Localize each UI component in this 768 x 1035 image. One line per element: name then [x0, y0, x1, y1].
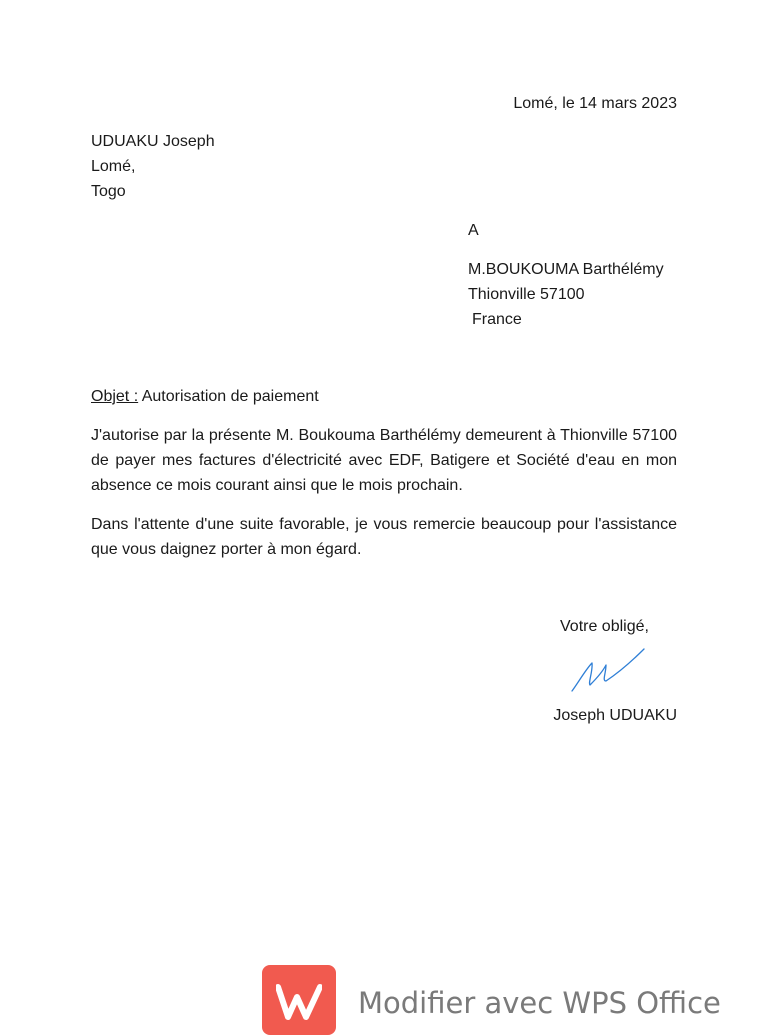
wps-edit-banner[interactable]	[262, 965, 722, 1024]
subject-text: Autorisation de paiement	[138, 388, 319, 405]
recipient-country: France	[472, 311, 522, 328]
body-paragraph-2: Dans l'attente d'une suite favorable, je vous remercie beaucoup pour l'assistance que vous daignez porter à mon égard.	[91, 516, 677, 558]
recipient-city: Thionville 57100	[468, 286, 585, 303]
recipient-address	[468, 257, 664, 332]
sender-country: Togo	[91, 183, 126, 200]
wps-office-logo-icon	[262, 965, 336, 1035]
subject-label: Objet :	[91, 388, 139, 405]
sender-name: UDUAKU Joseph	[91, 133, 215, 150]
letter-subject	[91, 384, 319, 409]
sender-city: Lomé,	[91, 158, 136, 175]
wps-edit-link[interactable]: Modifier avec WPS Office	[358, 986, 721, 1020]
sender-address	[91, 129, 215, 204]
letter-date: Lomé, le 14 mars 2023	[513, 95, 677, 112]
handwritten-signature	[566, 645, 648, 695]
body-paragraph-1: J'autorise par la présente M. Boukouma Barthélémy demeurent à Thionville 57100 de payer mes factures d'électricité avec EDF, Batigere et Société d'eau en mon absence ce mois courant ainsi que le mois prochain.	[91, 427, 677, 494]
recipient-name: M.BOUKOUMA Barthélémy	[468, 261, 664, 278]
closing-formula: Votre obligé,	[560, 618, 649, 635]
recipient-prefix: A	[468, 222, 479, 239]
signer-name: Joseph UDUAKU	[553, 707, 677, 724]
